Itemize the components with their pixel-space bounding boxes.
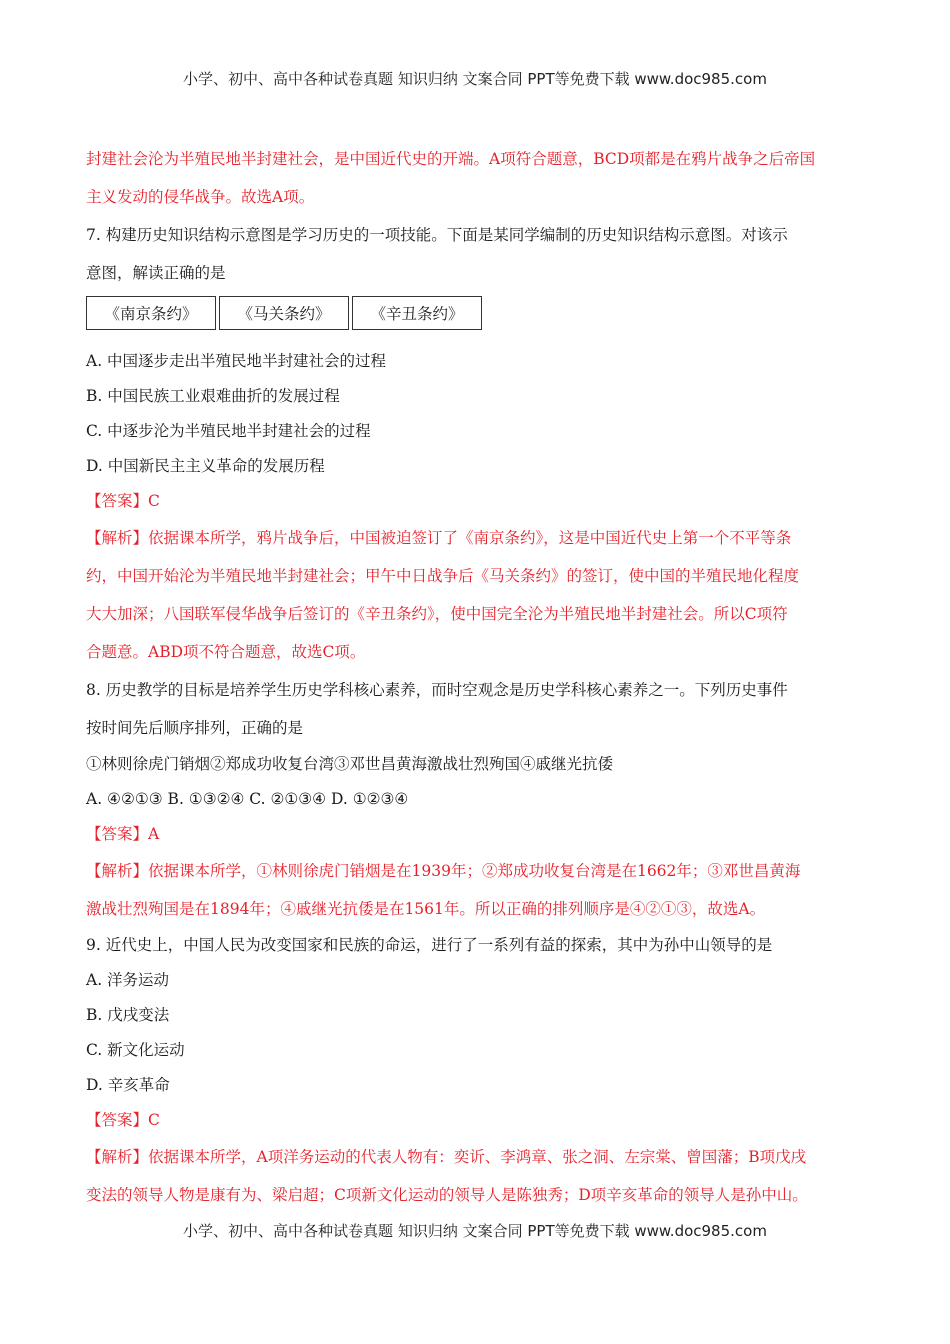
prev-analysis-line: 封建社会沦为半殖民地半封建社会，是中国近代史的开端。A项符合题意，BCD项都是在鸦片战争之后帝国	[86, 150, 816, 168]
answer-label: 【答案】	[86, 1111, 149, 1129]
document-body	[86, 140, 868, 1214]
answer-label: 【答案】	[86, 492, 149, 510]
analysis-label: 【解析】	[86, 529, 149, 547]
q9-option-c: C. 新文化运动	[86, 1041, 185, 1059]
answer-label: 【答案】	[86, 825, 149, 843]
q7-option-b: B. 中国民族工业艰难曲折的发展过程	[86, 387, 340, 405]
q7-analysis-line: 合题意。ABD项不符合题意，故选C项。	[86, 643, 366, 661]
q9-option-a: A. 洋务运动	[86, 971, 170, 989]
q9-option-b: B. 戊戌变法	[86, 1006, 170, 1024]
q9-analysis-line: 变法的领导人物是康有为、梁启超；C项新文化运动的领导人是陈独秀；D项辛亥革命的领导人是孙中山。	[86, 1186, 808, 1204]
q7-analysis	[86, 519, 868, 557]
q8-options: A. ④②①③ B. ①③②④ C. ②①③④ D. ①②③④	[86, 790, 409, 808]
q8-stem: 8. 历史教学的目标是培养学生历史学科核心素养，而时空观念是历史学科核心素养之一。下列历史事件	[86, 681, 788, 699]
q9-analysis	[86, 1138, 868, 1176]
q7-analysis-line: 约，中国开始沦为半殖民地半封建社会；甲午中日战争后《马关条约》的签订，使中国的半殖民地化程度	[86, 567, 800, 585]
q9-stem: 9. 近代史上，中国人民为改变国家和民族的命运，进行了一系列有益的探索，其中为孙中山领导的是	[86, 936, 773, 954]
q7-stem: 7. 构建历史知识结构示意图是学习历史的一项技能。下面是某同学编制的历史知识结构示意图。对该示	[86, 226, 788, 244]
page-header: 小学、初中、高中各种试卷真题 知识归纳 文案合同 PPT等免费下载 www.doc985.com	[183, 70, 767, 88]
q7-answer	[86, 484, 868, 519]
answer-value: C	[148, 1111, 160, 1129]
table-cell-nanjing: 《南京条约》	[86, 296, 216, 330]
q7-option-c: C. 中逐步沦为半殖民地半封建社会的过程	[86, 422, 371, 440]
q7-option-d: D. 中国新民主主义革命的发展历程	[86, 457, 325, 475]
q9-option-d: D. 辛亥革命	[86, 1076, 170, 1094]
table-cell-xinchou: 《辛丑条约》	[352, 296, 482, 330]
answer-value: A	[148, 825, 160, 843]
analysis-text: 依据课本所学，①林则徐虎门销烟是在1939年；②郑成功收复台湾是在1662年；③邓世昌黄海	[148, 862, 801, 880]
analysis-text: 依据课本所学，鸦片战争后，中国被迫签订了《南京条约》，这是中国近代史上第一个不平等条	[148, 529, 792, 547]
answer-value: C	[148, 492, 160, 510]
q7-stem: 意图，解读正确的是	[86, 264, 226, 282]
analysis-label: 【解析】	[86, 1148, 149, 1166]
table-cell-maguan: 《马关条约》	[219, 296, 349, 330]
q8-analysis-line: 激战壮烈殉国是在1894年；④戚继光抗倭是在1561年。所以正确的排列顺序是④②①③，故选A。	[86, 900, 766, 918]
q8-analysis	[86, 852, 868, 890]
analysis-text: 依据课本所学，A项洋务运动的代表人物有：奕䜣、李鸿章、张之洞、左宗棠、曾国藩；B项戊戌	[148, 1148, 807, 1166]
q8-events: ①林则徐虎门销烟②郑成功收复台湾③邓世昌黄海激战壮烈殉国④戚继光抗倭	[86, 755, 614, 773]
prev-analysis-line: 主义发动的侵华战争。故选A项。	[86, 188, 315, 206]
q7-knowledge-table	[86, 296, 868, 330]
analysis-label: 【解析】	[86, 862, 149, 880]
q8-stem: 按时间先后顺序排列，正确的是	[86, 719, 304, 737]
page-footer: 小学、初中、高中各种试卷真题 知识归纳 文案合同 PPT等免费下载 www.doc985.com	[183, 1222, 767, 1240]
q7-analysis-line: 大大加深；八国联军侵华战争后签订的《辛丑条约》，使中国完全沦为半殖民地半封建社会。所以C项符	[86, 605, 788, 623]
q7-option-a: A. 中国逐步走出半殖民地半封建社会的过程	[86, 352, 387, 370]
q9-answer	[86, 1103, 868, 1138]
q8-answer	[86, 817, 868, 852]
